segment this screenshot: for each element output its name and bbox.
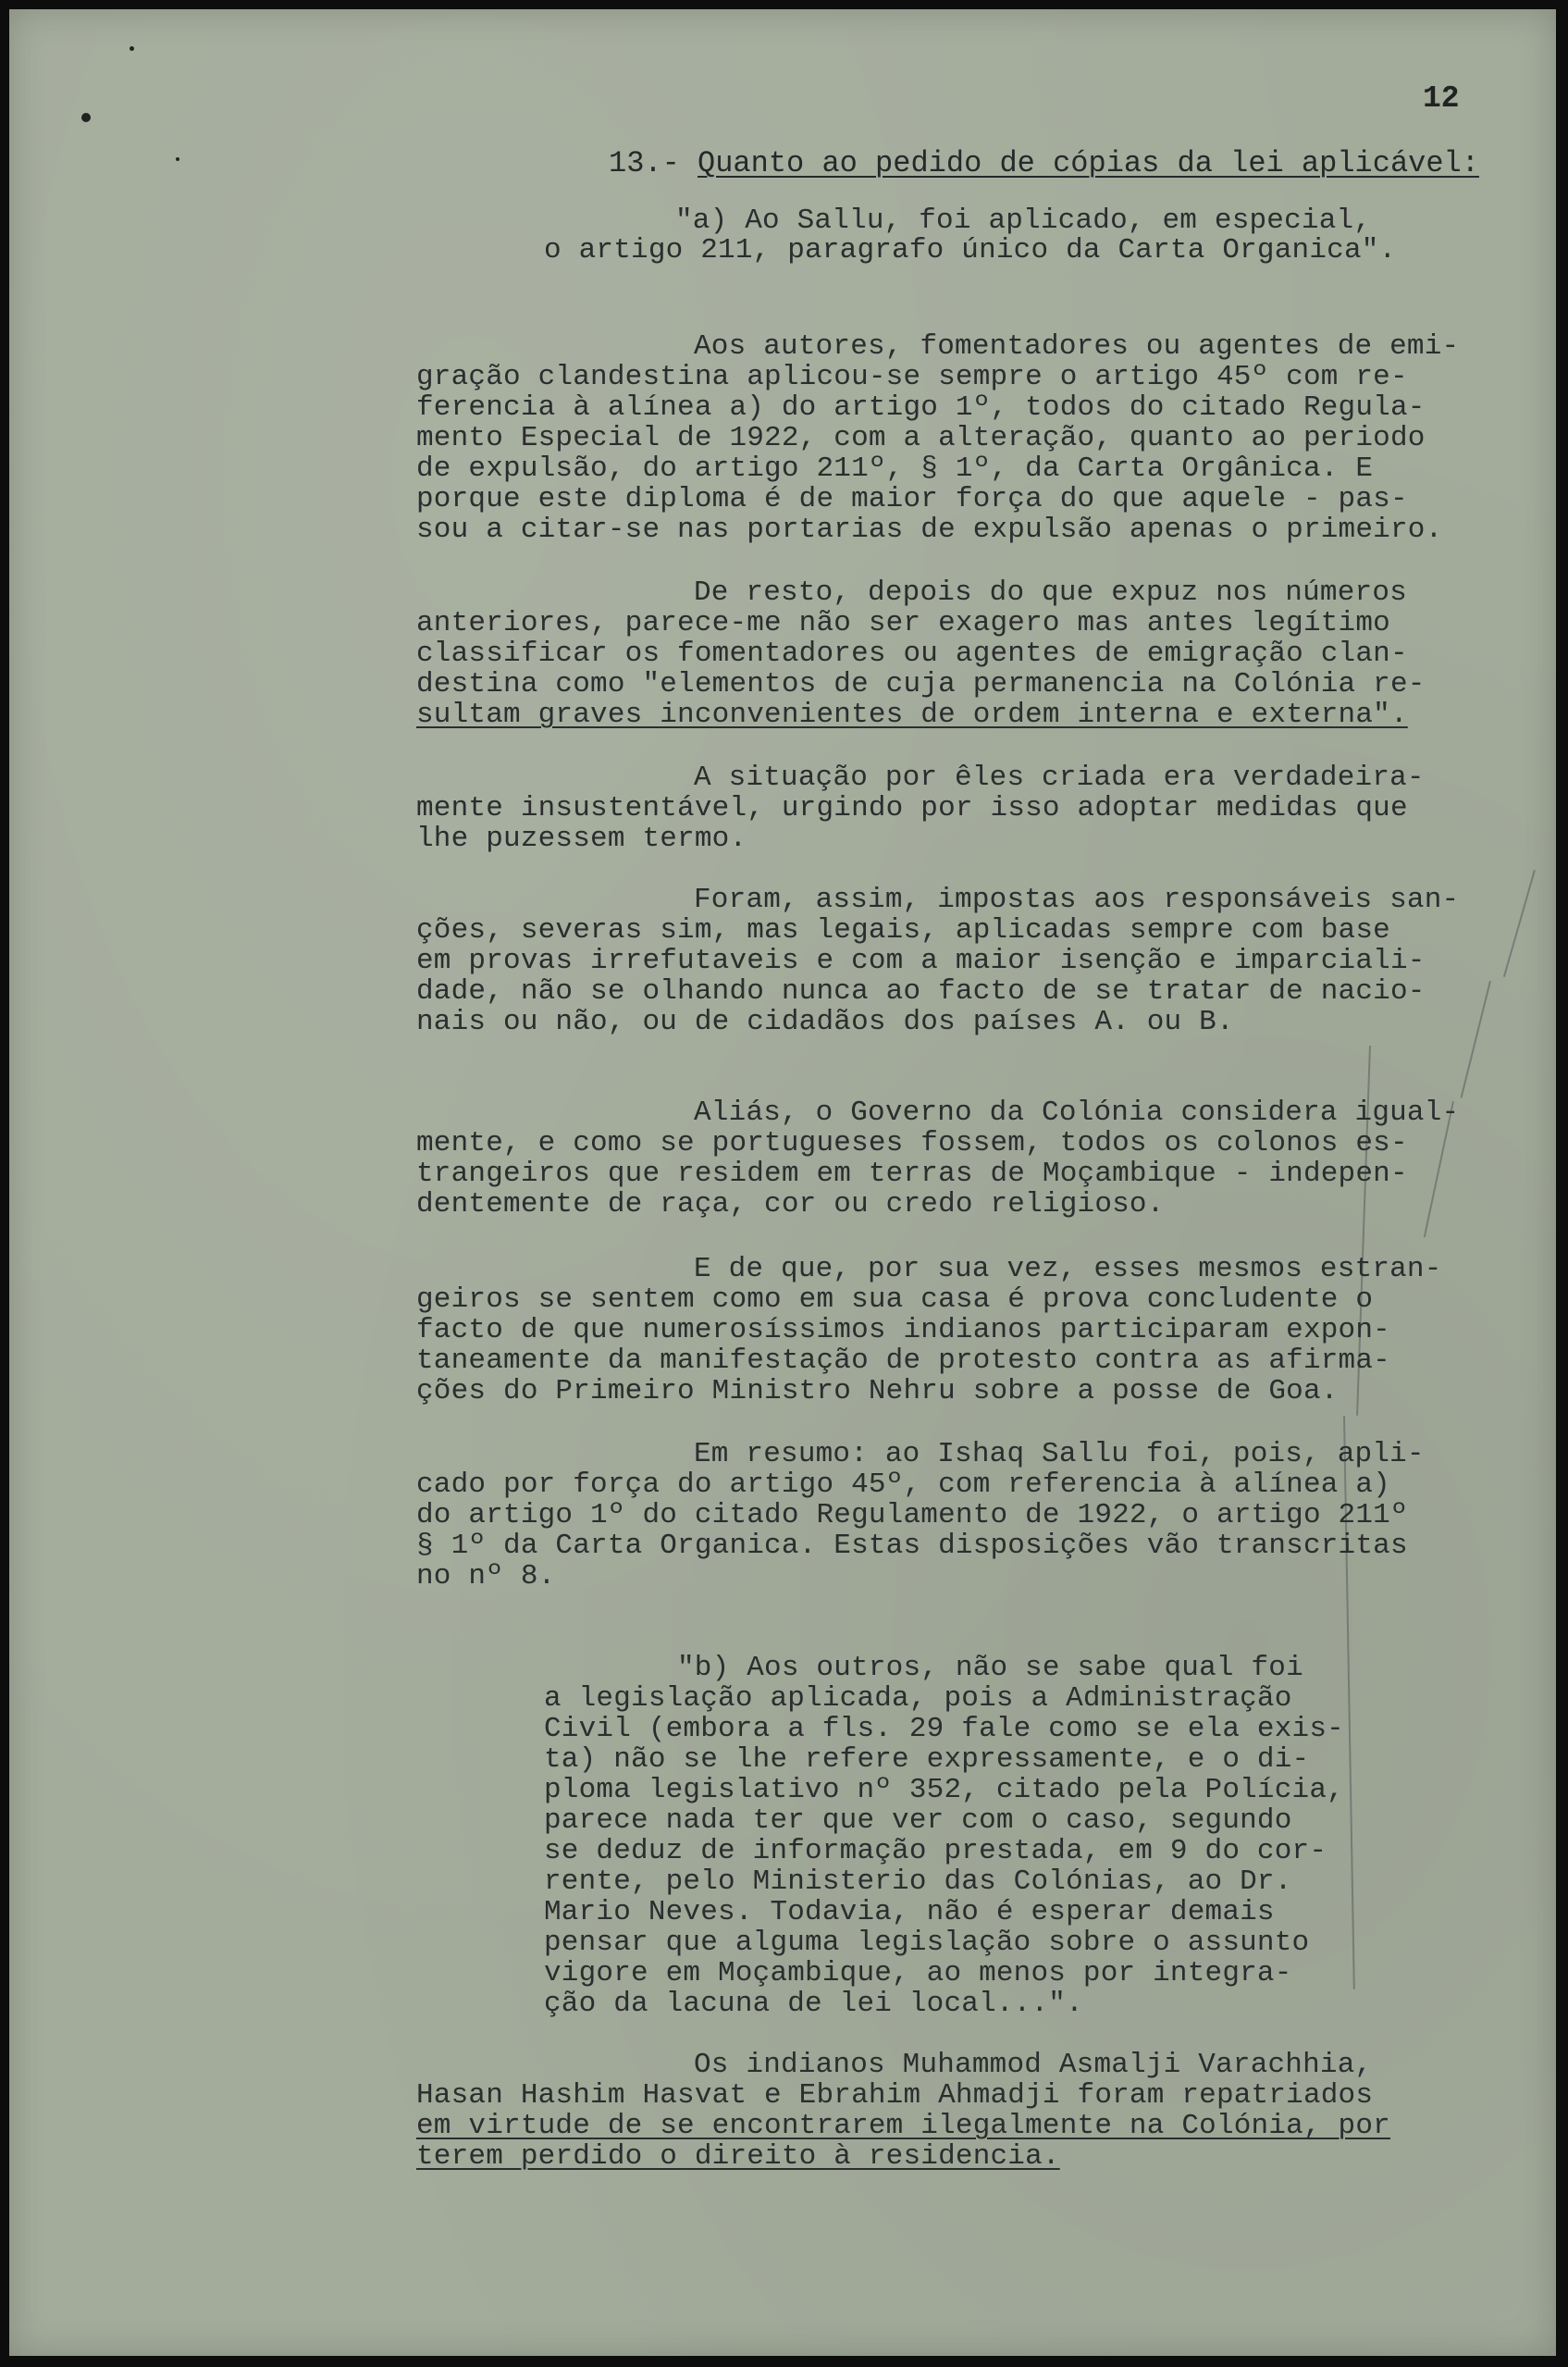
para1-line: mento Especial de 1922, com a alteração, quanto ao periodo xyxy=(416,422,1426,454)
para7-line: § 1º da Carta Organica. Estas disposições vão transcritas xyxy=(416,1530,1408,1562)
para5-line: dentemente de raça, cor ou credo religioso. xyxy=(416,1188,1165,1221)
para8-line: Hasan Hashim Hasvat e Ebrahim Ahmadji foram repatriados xyxy=(416,2079,1374,2112)
para6-line: geiros se sentem como em sua casa é prova concludente o xyxy=(416,1283,1374,1316)
para2-line: anteriores, parece-me não ser exagero mas antes legítimo xyxy=(416,607,1390,639)
para4-line: em provas irrefutaveis e com a maior isenção e imparciali- xyxy=(416,945,1426,977)
quote-b-line: ploma legislativo nº 352, citado pela Polícia, xyxy=(544,1774,1344,1806)
quote-b-line: pensar que alguma legislação sobre o assunto xyxy=(544,1927,1310,1959)
quote-b-line: a legislação aplicada, pois a Administração xyxy=(544,1682,1292,1715)
para8-line: Os indianos Muhammod Asmalji Varachhia, xyxy=(694,2049,1373,2081)
para1-line: porque este diploma é de maior força do que aquele - pas- xyxy=(416,483,1408,515)
quote-b-line: vigore em Moçambique, ao menos por integra- xyxy=(544,1957,1292,1989)
para4-line: dade, não se olhando nunca ao facto de se tratar de nacio- xyxy=(416,975,1426,1008)
quote-b-line: parece nada ter que ver com o caso, segundo xyxy=(544,1804,1292,1837)
ink-speck xyxy=(130,46,134,51)
para8-line-underlined: terem perdido o direito à residencia. xyxy=(416,2140,1060,2173)
para2-line: destina como "elementos de cuja permanencia na Colónia re- xyxy=(416,668,1426,700)
para8-line-underlined: em virtude de se encontrarem ilegalmente na Colónia, por xyxy=(416,2110,1390,2142)
quote-b-line: ta) não se lhe refere expressamente, e o di- xyxy=(544,1743,1310,1776)
pencil-line xyxy=(1503,870,1536,977)
para1-line: Aos autores, fomentadores ou agentes de emi- xyxy=(694,330,1460,363)
quote-a-line: "a) Ao Sallu, foi aplicado, em especial, xyxy=(675,204,1372,237)
para1-line: sou a citar-se nas portarias de expulsão apenas o primeiro. xyxy=(416,514,1443,546)
para4-line: Foram, assim, impostas aos responsáveis san- xyxy=(694,884,1460,916)
quote-b-line: Civil (embora a fls. 29 fale como se ela exis- xyxy=(544,1713,1344,1745)
para7-line: do artigo 1º do citado Regulamento de 1922, o artigo 211º xyxy=(416,1499,1408,1531)
quote-b-line: ção da lacuna de lei local...". xyxy=(544,1988,1083,2020)
para2-line: De resto, depois do que expuz nos números xyxy=(694,576,1407,609)
para6-line: E de que, por sua vez, esses mesmos estran- xyxy=(694,1253,1442,1285)
page-number: 12 xyxy=(1423,81,1460,116)
para4-line: ções, severas sim, mas legais, aplicadas sempre com base xyxy=(416,914,1390,947)
pencil-line xyxy=(1461,981,1491,1098)
quote-b-line: Mario Neves. Todavia, não é esperar demais xyxy=(544,1896,1275,1928)
para3-line: mente insustentável, urgindo por isso adoptar medidas que xyxy=(416,792,1408,824)
quote-b-line: se deduz de informação prestada, em 9 do cor- xyxy=(544,1835,1327,1867)
document-page xyxy=(9,9,1556,2356)
para5-line: mente, e como se portugueses fossem, todos os colonos es- xyxy=(416,1127,1408,1159)
ink-speck xyxy=(176,157,179,161)
quote-a-line: o artigo 211, paragrafo único da Carta Organica". xyxy=(544,234,1397,266)
para4-line: nais ou não, ou de cidadãos dos países A. ou B. xyxy=(416,1006,1234,1038)
para1-line: gração clandestina aplicou-se sempre o artigo 45º com re- xyxy=(416,361,1408,393)
quote-b-line: rente, pelo Ministerio das Colónias, ao Dr. xyxy=(544,1865,1292,1898)
para6-line: facto de que numerosíssimos indianos participaram expon- xyxy=(416,1314,1390,1346)
section-heading xyxy=(609,146,1479,180)
para7-line: no nº 8. xyxy=(416,1560,556,1592)
quote-b-line: "b) Aos outros, não se sabe qual foi xyxy=(677,1652,1303,1684)
para6-line: taneamente da manifestação de protesto contra as afirma- xyxy=(416,1345,1390,1377)
para3-line: A situação por êles criada era verdadeira- xyxy=(694,762,1425,794)
para6-line: ções do Primeiro Ministro Nehru sobre a posse de Goa. xyxy=(416,1375,1339,1407)
para1-line: ferencia à alínea a) do artigo 1º, todos do citado Regula- xyxy=(416,391,1426,424)
para5-line: Aliás, o Governo da Colónia considera igual- xyxy=(694,1097,1460,1129)
para2-line-underlined: sultam graves inconvenientes de ordem interna e externa". xyxy=(416,699,1408,731)
para5-line: trangeiros que residem em terras de Moçambique - indepen- xyxy=(416,1158,1408,1190)
para3-line: lhe puzessem termo. xyxy=(416,823,747,855)
para7-line: cado por força do artigo 45º, com referencia à alínea a) xyxy=(416,1469,1390,1501)
ink-speck xyxy=(81,113,91,122)
para1-line: de expulsão, do artigo 211º, § 1º, da Carta Orgânica. E xyxy=(416,452,1374,485)
section-title: Quanto ao pedido de cópias da lei aplicável: xyxy=(698,146,1479,180)
para7-line: Em resumo: ao Ishaq Sallu foi, pois, apli- xyxy=(694,1438,1425,1470)
section-number: 13.- xyxy=(609,146,680,180)
para2-line: classificar os fomentadores ou agentes de emigração clan- xyxy=(416,638,1408,670)
